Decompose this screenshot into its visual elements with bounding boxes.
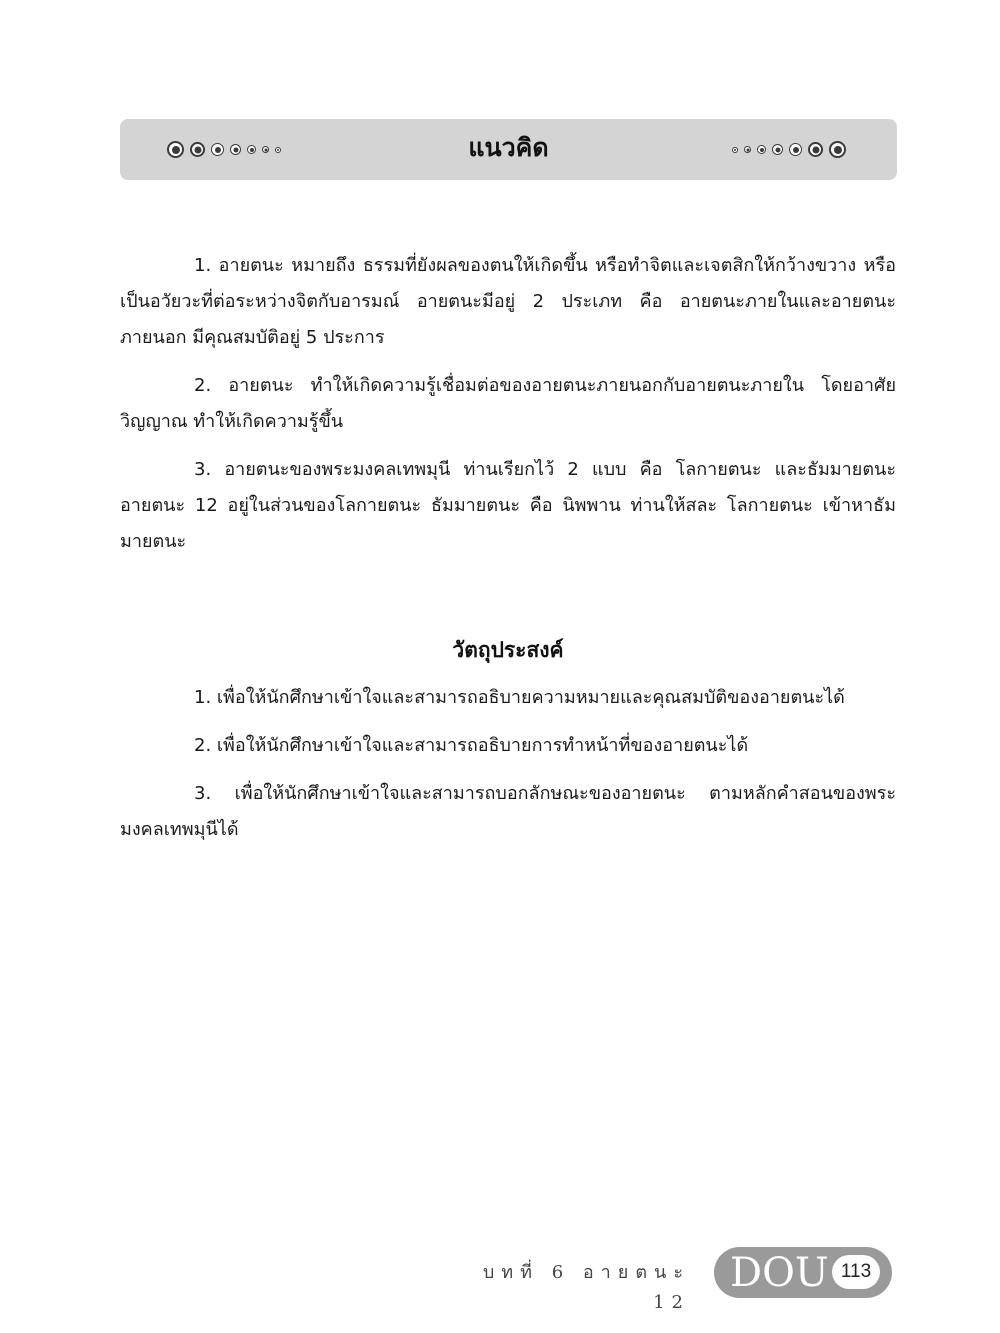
concept-item-3: 3. อายตนะของพระมงคลเทพมุนี ท่านเรียกไว้ 2 แบบ คือ โลกายตนะ และธัมมายตนะ อายตนะ 12 อยู่ในส่วนของโลกายตนะ ธัมมายตนะ คือ นิพพาน ท่านให้สละ โลกายตนะ เข้าหาธัมมายตนะ	[120, 459, 896, 552]
dot-icon	[808, 142, 823, 157]
objective-item-2: 2. เพื่อให้นักศึกษาเข้าใจและสามารถอธิบายการทำหน้าที่ของอายตนะได้	[194, 735, 749, 756]
dot-icon	[772, 144, 783, 155]
footer-badge	[714, 1247, 892, 1298]
dot-icon	[757, 145, 766, 154]
concept-heading: แนวคิด	[468, 133, 549, 162]
concept-item-2: 2. อายตนะ ทำให้เกิดความรู้เชื่อมต่อของอายตนะภายนอกกับอายตนะภายใน โดยอาศัยวิญญาณ ทำให้เกิดความรู้ขึ้น	[120, 375, 896, 432]
concept-header-bar	[120, 119, 897, 180]
page-number: 113	[832, 1255, 880, 1289]
dot-icon	[789, 143, 802, 156]
dot-icon	[732, 147, 738, 153]
dou-logo: DOU	[730, 1250, 829, 1296]
dot-icon	[829, 141, 846, 158]
objectives-heading: วัตถุประสงค์	[452, 638, 564, 662]
objective-item-1: 1. เพื่อให้นักศึกษาเข้าใจและสามารถอธิบายความหมายและคุณสมบัติของอายตนะได้	[194, 687, 845, 708]
chapter-label: บทที่ 6 อายตนะ 12	[482, 1262, 690, 1313]
right-dots-icon	[729, 119, 849, 180]
concept-item-1: 1. อายตนะ หมายถึง ธรรมที่ยังผลของตนให้เกิดขึ้น หรือทำจิตและเจตสิกให้กว้างขวาง หรือ เป็นอวัยวะที่ต่อระหว่างจิตกับอารมณ์ อายตนะมีอยู่ 2 ประเภท คือ อายตนะภายในและอายตนะภายนอก มีคุณสมบัติอยู่ 5 ประการ	[120, 255, 896, 348]
objective-item-3: 3. เพื่อให้นักศึกษาเข้าใจและสามารถบอกลักษณะของอายตนะ ตามหลักคำสอนของพระมงคลเทพมุนีได้	[120, 783, 896, 840]
dot-icon	[744, 146, 751, 153]
